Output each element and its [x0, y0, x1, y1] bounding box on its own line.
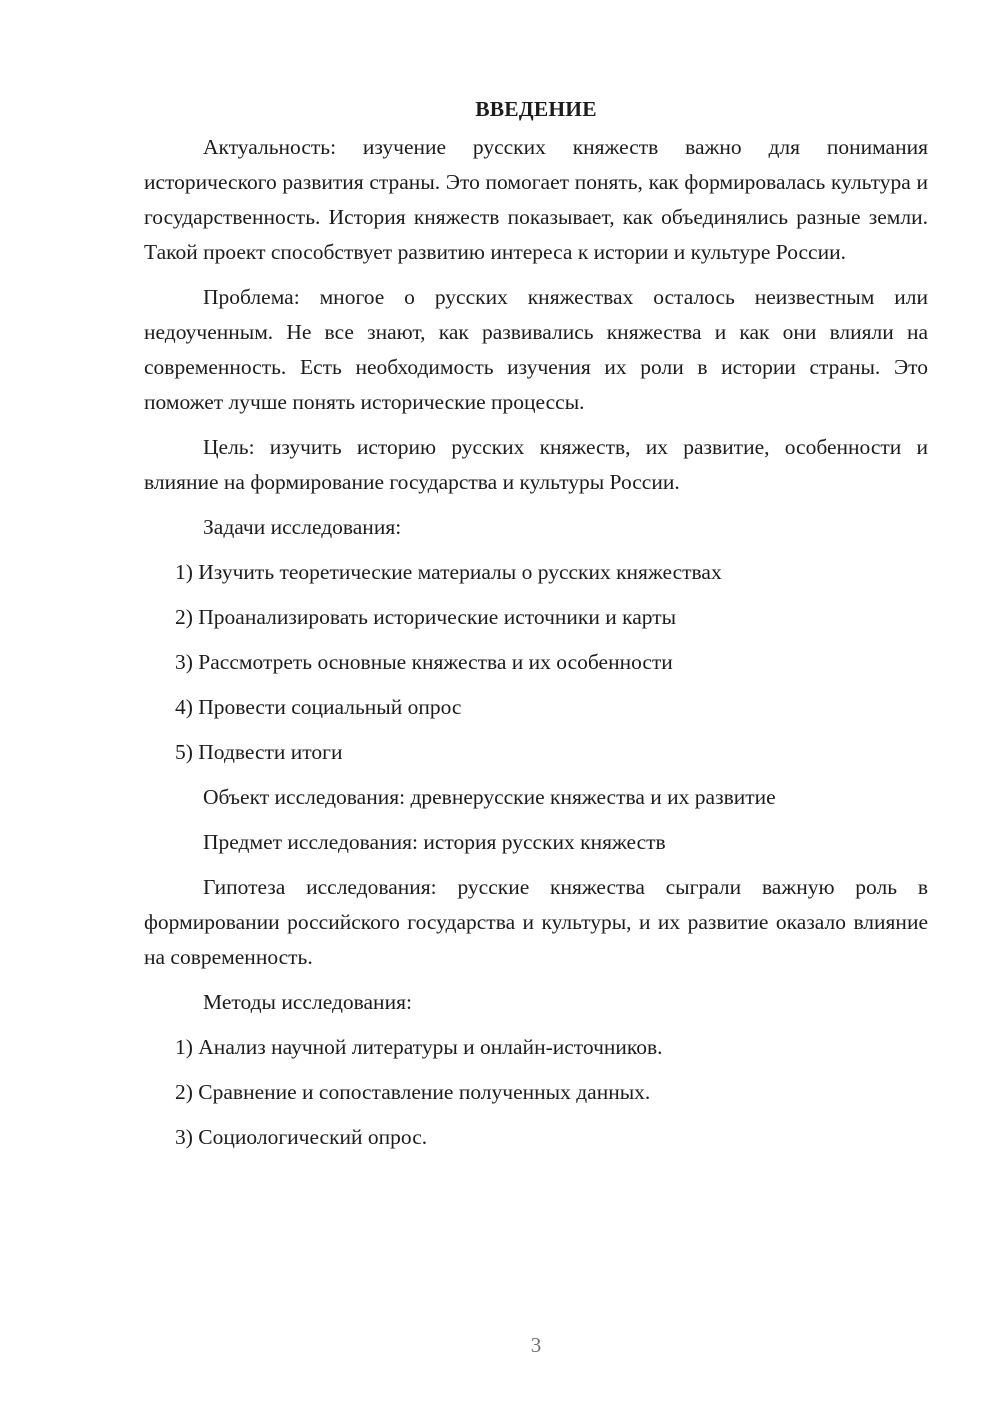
list-item: 2) Сравнение и сопоставление полученных данных.	[175, 1080, 651, 1104]
list-item: 3) Рассмотреть основные княжества и их особенности	[175, 650, 673, 674]
section-title: ВВЕДЕНИЕ	[475, 97, 597, 121]
relevance-paragraph: Актуальность: изучение русских княжеств важно для понимания исторического развития страны. Это помогает понять, как формировалась культура и государственность. История княжеств показывает, как объединялись разные земли. Такой проект способствует развитию интереса к истории и культуре России.	[144, 135, 928, 264]
list-item: 2) Проанализировать исторические источники и карты	[175, 605, 677, 629]
methods-heading: Методы исследования:	[203, 990, 412, 1014]
list-item: 5) Подвести итоги	[175, 740, 343, 764]
problem-paragraph: Проблема: многое о русских княжествах осталось неизвестным или недоученным. Не все знают, как развивались княжества и как они влияли на современность. Есть необходимость изучения их роли в истории страны. Это поможет лучше понять исторические процессы.	[144, 285, 928, 414]
tasks-list	[144, 555, 928, 770]
list-item: 1) Анализ научной литературы и онлайн-источников.	[175, 1035, 663, 1059]
list-item: 3) Социологический опрос.	[175, 1125, 428, 1149]
document-page	[144, 92, 928, 1165]
object-line: Объект исследования: древнерусские княжества и их развитие	[203, 785, 776, 809]
hypothesis-paragraph: Гипотеза исследования: русские княжества сыграли важную роль в формировании российского государства и культуры, и их развитие оказало влияние на современность.	[144, 875, 928, 969]
tasks-heading: Задачи исследования:	[203, 515, 402, 539]
subject-line: Предмет исследования: история русских княжеств	[203, 830, 666, 854]
methods-list	[144, 1030, 928, 1155]
list-item: 4) Провести социальный опрос	[175, 695, 462, 719]
page-number: 3	[530, 1333, 542, 1357]
goal-paragraph: Цель: изучить историю русских княжеств, их развитие, особенности и влияние на формирование государства и культуры России.	[144, 435, 928, 494]
list-item: 1) Изучить теоретические материалы о русских княжествах	[175, 560, 722, 584]
